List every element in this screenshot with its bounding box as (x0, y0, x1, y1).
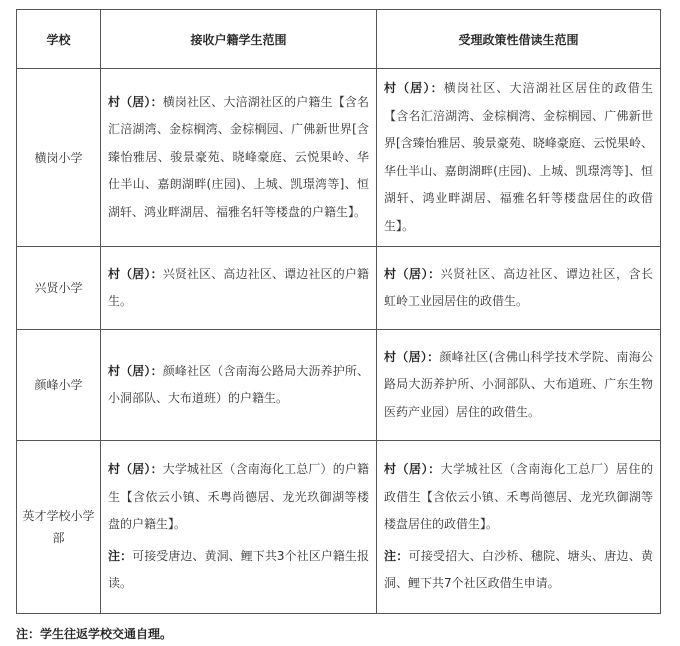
household-range-cell (101, 441, 377, 614)
enrollment-range-table (16, 9, 661, 614)
policy-range-cell (377, 330, 661, 441)
policy-range-text (384, 456, 653, 539)
table-row (17, 330, 661, 441)
household-range-cell (101, 330, 377, 441)
school-name: 英才学校小学部 (17, 441, 101, 614)
policy-range-text (384, 261, 653, 316)
household-range-value: 横岗社区、大涪湖社区的户籍生【含名汇涪湖湾、金棕榈湾、金棕榈园、广佛新世界[含臻怡雅居、骏景豪苑、晓峰豪庭、云悦果岭、华仕半山、嘉朗湖畔(庄园)、上城、凯璟湾等]、恒湖轩、鸿业畔湖居、福雅名轩等楼盘的户籍生】。 (108, 94, 369, 219)
header-policy-range: 受理政策性借读生范围 (377, 10, 661, 69)
policy-range-cell (377, 69, 661, 247)
school-name: 颜峰小学 (17, 330, 101, 441)
note-label: 注： (108, 548, 133, 563)
policy-range-value: 颜峰社区(含佛山科学技术学院、南海公路局大沥养护所、小洞部队、大布道班、广东生物医药产业园）居住的政借生。 (384, 349, 653, 419)
village-label: 村（居）： (384, 462, 441, 477)
policy-range-text (384, 75, 653, 240)
household-range-value: 颜峰社区（含南海公路局大沥养护所、小洞部队、大布道班）的户籍生。 (108, 363, 369, 405)
transport-footnote: 注：学生往返学校交通自理。 (16, 627, 173, 641)
household-range-cell (101, 247, 377, 330)
policy-range-value: 大学城社区（含南海化工总厂）居住的政借生【含依云小镇、禾粤尚德居、龙光玖御湖等楼盘居住的政借生】。 (384, 462, 653, 532)
household-range-text (108, 456, 369, 539)
policy-range-cell (377, 441, 661, 614)
household-range-value: 兴贤社区、高边社区、谭边社区的户籍生。 (108, 266, 369, 308)
header-school: 学校 (17, 10, 101, 69)
policy-range-text (384, 344, 653, 427)
village-label: 村（居）： (384, 349, 440, 364)
note-label: 注： (384, 548, 409, 563)
policy-note-value: 可接受招大、白沙桥、穗院、塘头、唐边、黄洞、鲤下共7个社区政借生申请。 (384, 548, 653, 591)
village-label: 村（居）： (108, 266, 163, 281)
household-range-value: 大学城社区（含南海化工总厂）的户籍生【含依云小镇、禾粤尚德居、龙光玖御湖等楼盘的户籍生】。 (108, 462, 369, 532)
header-household-range: 接收户籍学生范围 (101, 10, 377, 69)
school-name: 横岗小学 (17, 69, 101, 247)
household-note-value: 可接受唐边、黄洞、鲤下共3个社区户籍生报读。 (108, 548, 369, 591)
table-row (17, 69, 661, 247)
household-range-note (108, 543, 369, 598)
policy-range-value: 兴贤社区、高边社区、谭边社区，含长虹岭工业园居住的政借生。 (384, 266, 653, 308)
household-range-text (108, 261, 369, 316)
school-name: 兴贤小学 (17, 247, 101, 330)
policy-range-value: 横岗社区、大涪湖社区居住的政借生【含名汇涪湖湾、金棕榈湾、金棕榈园、广佛新世界[含臻怡雅居、骏景豪苑、晓峰豪庭、云悦果岭、华仕半山、嘉朗湖畔(庄园)、上城、凯璟湾等]、恒湖轩、鸿业畔湖居、福雅名轩等楼盘居住的政借生】。 (384, 81, 653, 233)
table-row (17, 441, 661, 614)
village-label: 村（居）： (108, 363, 163, 378)
table-row (17, 247, 661, 330)
village-label: 村（居）： (384, 266, 441, 281)
policy-range-cell (377, 247, 661, 330)
household-range-text (108, 358, 369, 413)
village-label: 村（居）： (108, 94, 163, 109)
village-label: 村（居）： (108, 462, 163, 477)
village-label: 村（居）： (384, 81, 444, 95)
policy-range-note (384, 543, 653, 598)
household-range-cell (101, 69, 377, 247)
household-range-text (108, 89, 369, 227)
table-header-row (17, 10, 661, 69)
